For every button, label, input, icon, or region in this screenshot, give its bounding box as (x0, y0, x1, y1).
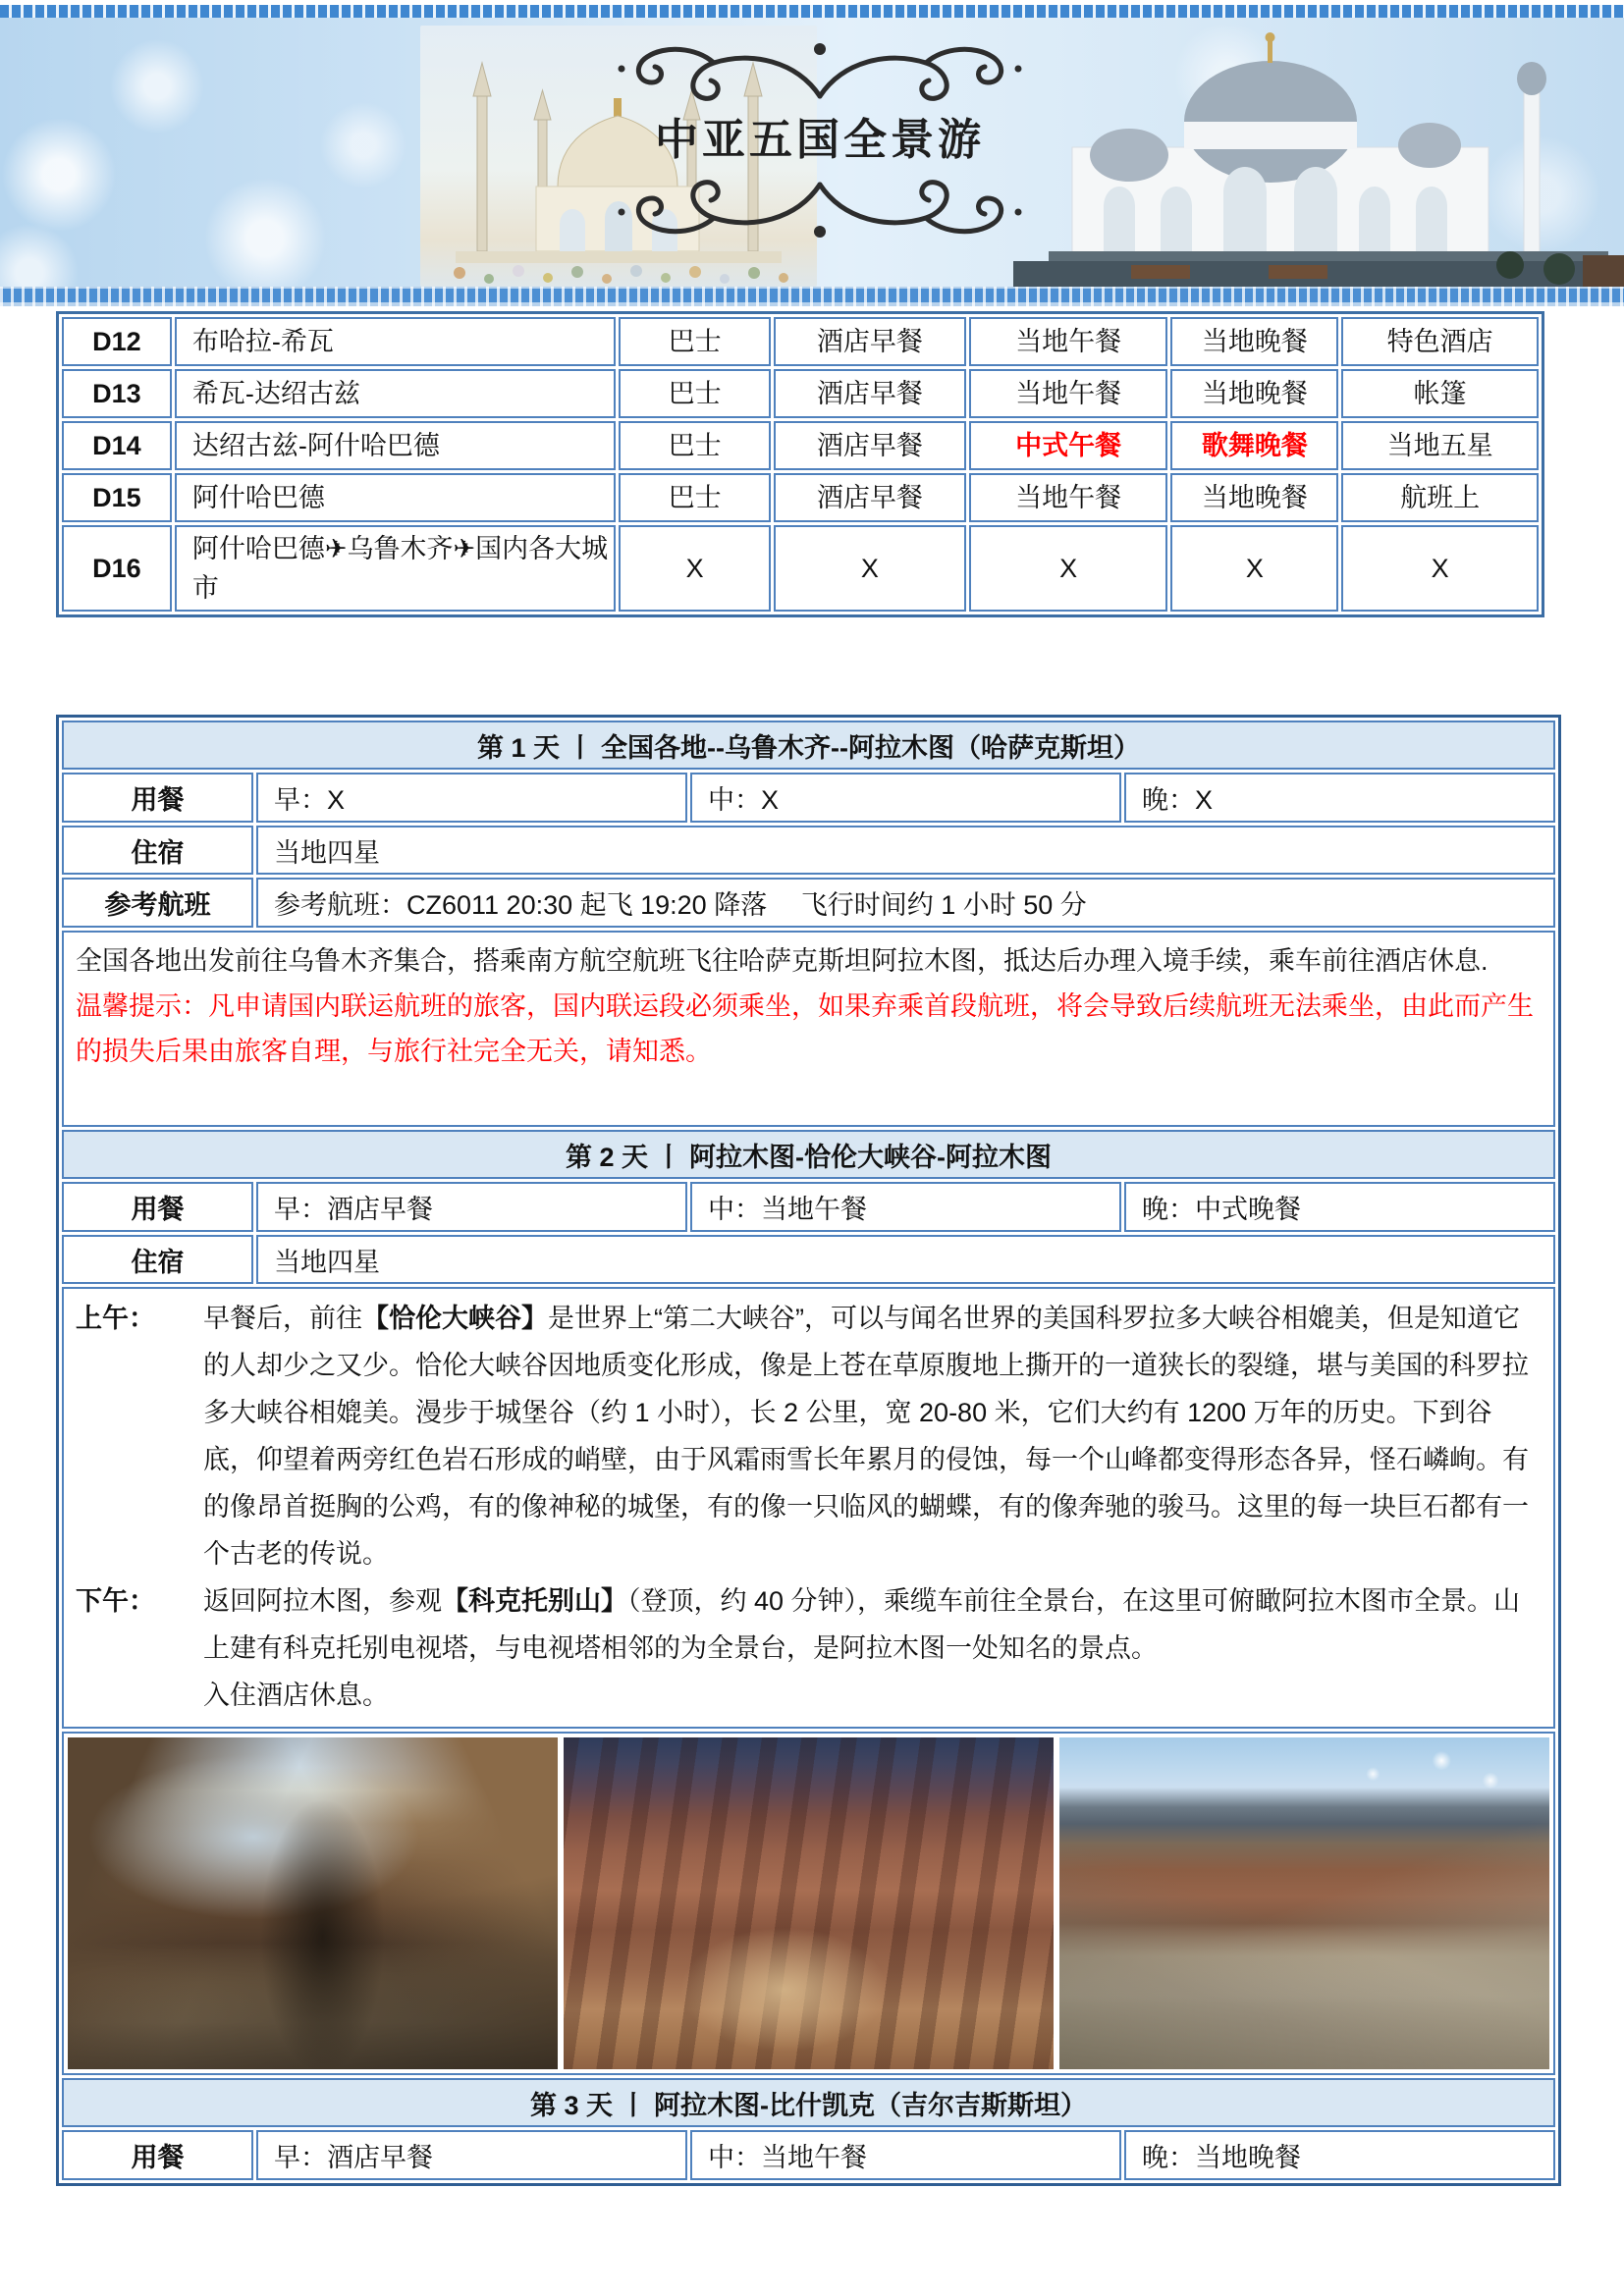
banner-border-pattern-top (0, 5, 1624, 18)
summary-transport: 巴士 (619, 473, 771, 522)
summary-breakfast: 酒店早餐 (774, 421, 966, 470)
summary-table-row (62, 525, 1539, 612)
morning-text: 早餐后，前往【恰伦大峡谷】是世界上“第二大峡谷”，可以与闻名世界的美国科罗拉多大峡谷相媲美，但是知道它的人却少之又少。恰伦大峡谷因地质变化形成，像是上苍在草原腹地上撕开的一道狭长的裂缝，堪与美国的科罗拉多大峡谷相媲美。漫步于城堡谷（约 1 小时），长 2 公里，宽 20-80 米，它们大约有 1200 万年的历史。下到谷底，仰望着两旁红色岩石形成的峭壁，由于风霜雨雪长年累月的侵蚀，每一个山峰都变得形态各异，怪石嶙峋。有的像昂首挺胸的公鸡，有的像神秘的城堡，有的像一只临风的蝴蝶，有的像奔驰的骏马。这里的每一块巨石都有一个古老的传说。 (203, 1304, 1529, 1569)
day1-description-cell (62, 931, 1555, 1127)
canyon-photo-3 (1059, 1737, 1549, 2069)
day2-hotel-label: 住宿 (62, 1235, 253, 1284)
flourish-bottom-icon (604, 169, 1036, 245)
summary-transport: 巴士 (619, 369, 771, 418)
summary-table-row (62, 473, 1539, 522)
summary-breakfast: 酒店早餐 (774, 369, 966, 418)
itinerary-detail-table (56, 715, 1561, 2186)
day2-morning-paragraph (76, 1295, 1542, 1577)
day1-dinner: 晚：X (1124, 773, 1555, 823)
mosque-photo-right (1013, 24, 1624, 287)
summary-day: D16 (62, 525, 172, 612)
banner-border-pattern-bottom (0, 287, 1624, 306)
canyon-photo-1 (68, 1737, 558, 2069)
day3-lunch: 中：当地午餐 (690, 2130, 1121, 2180)
summary-route: 希瓦-达绍古兹 (175, 369, 616, 418)
summary-lunch: 中式午餐 (969, 421, 1168, 470)
day2-dinner: 晚：中式晚餐 (1124, 1182, 1555, 1232)
day1-notice: 温馨提示：凡申请国内联运航班的旅客，国内联运段必须乘坐，如果弃乘首段航班，将会导致后续航班无法乘坐，由此而产生的损失后果由旅客自理，与旅行社完全无关，请知悉。 (76, 991, 1534, 1066)
summary-table-row (62, 369, 1539, 418)
day2-description-cell (62, 1287, 1555, 1729)
page-title: 中亚五国全景游 (655, 116, 985, 164)
summary-day: D15 (62, 473, 172, 522)
day3-dinner: 晚：当地晚餐 (1124, 2130, 1555, 2180)
summary-transport: 巴士 (619, 421, 771, 470)
summary-transport: 巴士 (619, 317, 771, 366)
day1-flight-label: 参考航班 (62, 878, 253, 928)
closing-text: 入住酒店休息。 (203, 1681, 389, 1710)
summary-day: D13 (62, 369, 172, 418)
summary-dinner: 当地晚餐 (1170, 317, 1338, 366)
day1-meals-label: 用餐 (62, 773, 253, 823)
summary-transport: X (619, 525, 771, 612)
summary-dinner: 当地晚餐 (1170, 473, 1338, 522)
banner-background (0, 18, 1624, 287)
summary-route: 布哈拉-希瓦 (175, 317, 616, 366)
summary-dinner: 歌舞晚餐 (1170, 421, 1338, 470)
summary-table-row (62, 421, 1539, 470)
summary-route: 阿什哈巴德✈乌鲁木齐✈国内各大城市 (175, 525, 616, 612)
summary-route: 阿什哈巴德 (175, 473, 616, 522)
summary-day: D14 (62, 421, 172, 470)
day3-header: 第 3 天 丨 阿拉木图-比什凯克（吉尔吉斯斯坦） (62, 2078, 1555, 2127)
day2-closing-paragraph (76, 1672, 1542, 1719)
afternoon-label: 下午： (76, 1586, 155, 1616)
summary-lunch: 当地午餐 (969, 317, 1168, 366)
summary-hotel: 帐篷 (1341, 369, 1539, 418)
summary-breakfast: 酒店早餐 (774, 473, 966, 522)
day2-header: 第 2 天 丨 阿拉木图-恰伦大峡谷-阿拉木图 (62, 1130, 1555, 1179)
summary-hotel: X (1341, 525, 1539, 612)
banner (0, 5, 1624, 306)
day1-header: 第 1 天 丨 全国各地--乌鲁木齐--阿拉木图（哈萨克斯坦） (62, 721, 1555, 770)
afternoon-text: 返回阿拉木图，参观【科克托别山】（登顶，约 40 分钟），乘缆车前往全景台，在这里可俯瞰阿拉木图市全景。山上建有科克托别电视塔，与电视塔相邻的为全景台，是阿拉木图一处知名的景点。 (203, 1586, 1521, 1663)
summary-lunch: 当地午餐 (969, 473, 1168, 522)
day1-breakfast: 早：X (256, 773, 687, 823)
day1-description: 全国各地出发前往乌鲁木齐集合，搭乘南方航空航班飞往哈萨克斯坦阿拉木图，抵达后办理入境手续，乘车前往酒店休息. (76, 946, 1489, 976)
summary-hotel: 当地五星 (1341, 421, 1539, 470)
day3-meals-label: 用餐 (62, 2130, 253, 2180)
day2-afternoon-paragraph (76, 1577, 1542, 1672)
summary-dinner: X (1170, 525, 1338, 612)
day1-flight-info: 参考航班：CZ6011 20:30 起飞 19:20 降落 飞行时间约 1 小时 50 分 (256, 878, 1555, 928)
day2-meals-label: 用餐 (62, 1182, 253, 1232)
canyon-photo-2 (564, 1737, 1054, 2069)
summary-table (56, 311, 1544, 617)
title-ornament (601, 35, 1039, 281)
summary-table-row (62, 317, 1539, 366)
day2-photos-row (62, 1732, 1555, 2075)
summary-breakfast: 酒店早餐 (774, 317, 966, 366)
summary-hotel: 特色酒店 (1341, 317, 1539, 366)
day1-hotel-label: 住宿 (62, 826, 253, 875)
day1-hotel: 当地四星 (256, 826, 1555, 875)
summary-lunch: X (969, 525, 1168, 612)
morning-label: 上午： (76, 1304, 155, 1333)
summary-dinner: 当地晚餐 (1170, 369, 1338, 418)
day1-lunch: 中：X (690, 773, 1121, 823)
day2-breakfast: 早：酒店早餐 (256, 1182, 687, 1232)
summary-route: 达绍古兹-阿什哈巴德 (175, 421, 616, 470)
day3-breakfast: 早：酒店早餐 (256, 2130, 687, 2180)
day2-hotel: 当地四星 (256, 1235, 1555, 1284)
summary-breakfast: X (774, 525, 966, 612)
summary-lunch: 当地午餐 (969, 369, 1168, 418)
summary-day: D12 (62, 317, 172, 366)
day2-lunch: 中：当地午餐 (690, 1182, 1121, 1232)
flourish-top-icon (604, 35, 1036, 112)
summary-hotel: 航班上 (1341, 473, 1539, 522)
